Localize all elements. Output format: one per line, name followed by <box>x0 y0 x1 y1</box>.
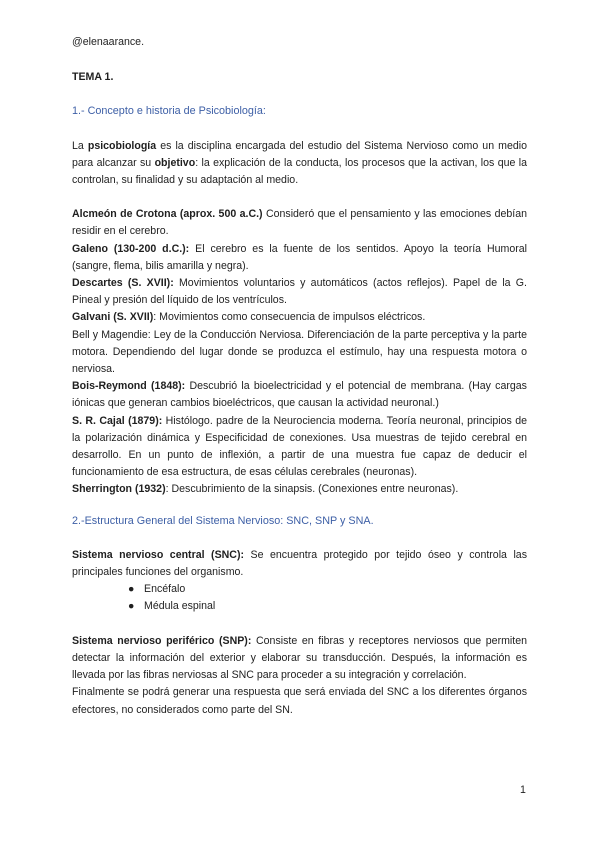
snc-paragraph: Sistema nervioso central (SNC): Se encuentra protegido por tejido óseo y controla las principales funciones del organismo. <box>72 548 527 579</box>
history-list <box>72 206 527 498</box>
page-number: 1 <box>520 784 526 796</box>
author-handle: @elenaarance. <box>72 36 145 48</box>
snc-bullet-list <box>72 581 527 615</box>
history-entry: Bois-Reymond (1848): Descubrió la bioelectricidad y el potencial de membrana. (Hay cargas iónicas que generan cambios bioeléctricos, que causan la actividad neuronal.) <box>72 380 527 410</box>
history-entry: Bell y Magendie: Ley de la Conducción Nerviosa. Diferenciación de la parte perceptiva y la parte motora. Dependiendo del lugar donde se produzca el estímulo, hay una respuesta motora o nerviosa. <box>72 328 527 376</box>
snp-paragraph-2: Finalmente se podrá generar una respuesta que será enviada del SNC a los diferentes órganos efectores, no considerados como parte del SN. <box>72 686 527 716</box>
list-item: ● Encéfalo <box>128 581 527 598</box>
list-item: ● Médula espinal <box>128 598 527 615</box>
topic-title: TEMA 1. <box>72 71 114 84</box>
bullet-icon: ● <box>128 600 135 613</box>
history-entry: S. R. Cajal (1879): Histólogo. padre de la Neurociencia moderna. Teoría neuronal, principios de la polarización dinámica y Especificidad de conexiones. Usa muestras de tejido cerebral en desarrollo. En un punto de inflexión, a partir de una muestra fue capaz de deducir el funcionamiento de esa estructura, de esas células cerebrales (neuronas). <box>72 414 527 479</box>
section-heading-1: 1.- Concepto e historia de Psicobiología: <box>72 105 266 118</box>
history-entry: Alcmeón de Crotona (aprox. 500 a.C.) Consideró que el pensamiento y las emociones debían residir en el cerebro. <box>72 208 527 238</box>
history-entry: Sherrington (1932): Descubrimiento de la sinapsis. (Conexiones entre neuronas). <box>72 483 459 496</box>
history-entry: Descartes (S. XVII): Movimientos voluntarios y automáticos (actos reflejos). Papel de la G. Pineal y presión del líquido de los ventrículos. <box>72 277 527 307</box>
document-page <box>72 34 527 719</box>
section-heading-2: 2.-Estructura General del Sistema Nervioso: SNC, SNP y SNA. <box>72 514 374 527</box>
history-entry: Galvani (S. XVII): Movimientos como consecuencia de impulsos eléctricos. <box>72 311 426 324</box>
snp-paragraph: Sistema nervioso periférico (SNP): Consiste en fibras y receptores nerviosos que permiten detectar la información del exterior y elaborar su transducción. Después, la información es llevada por las fibras nerviosas al SNC para proceder a su integración y correlación. <box>72 634 528 682</box>
bullet-icon: ● <box>128 583 135 596</box>
intro-paragraph: La psicobiología es la disciplina encargada del estudio del Sistema Nervioso como un medio para alcanzar su objetivo: la explicación de la conducta, los procesos que la activan, los que la controlan, su finalidad y su adaptación al medio. <box>72 139 528 187</box>
history-entry: Galeno (130-200 d.C.): El cerebro es la fuente de los sentidos. Apoyo la teoría Humoral (sangre, flema, bilis amarilla y negra). <box>72 242 528 272</box>
